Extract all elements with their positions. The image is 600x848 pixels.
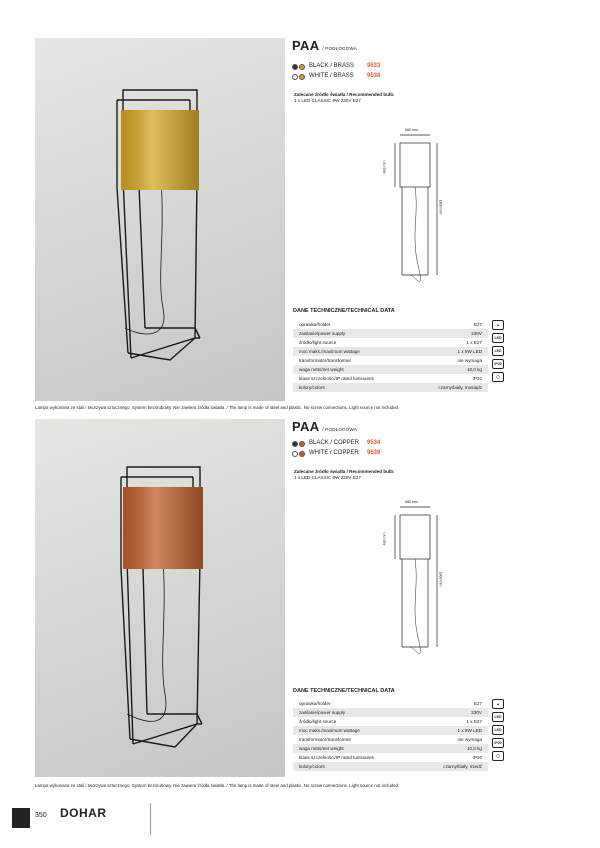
feature-icons [492, 320, 506, 385]
table-row: źródło/light source 1 x E27 [299, 719, 482, 724]
dimension-width: 680 mm [405, 128, 418, 132]
table-row: transformator/transformer nie wymaga [299, 358, 482, 363]
led-icon: LED [492, 333, 504, 343]
page-number: 350 [35, 812, 47, 819]
technical-data-title: DANE TECHNICZNE/TECHNICAL DATA [293, 308, 395, 314]
product-photo [35, 38, 285, 401]
dimension-shade: 483 mm [382, 160, 387, 174]
table-row: oprawka/holder E27 [299, 701, 482, 706]
product-note: Lampa wykonana ze stali i tworzywa sztucznego. System bezśrubowy. Nie zawiera źródła światła. / The lamp is made of steel and plastic. No screw connections. Light source not included. [35, 405, 400, 410]
arrow-up-icon: ▲ [492, 699, 504, 709]
lamp-illustration [35, 38, 285, 401]
color-swatch [299, 64, 305, 70]
technical-data-table [293, 699, 488, 771]
led-icon: LED [492, 725, 504, 735]
led-icon: LED [492, 346, 504, 356]
footer-block [12, 808, 30, 828]
product-photo [35, 419, 285, 777]
product-note: Lampa wykonana ze stali i tworzywa sztucznego. System bezśrubowy. Nie zawiera źródła światła. / The lamp is made of steel and plastic. No screw connections. Light source not included. [35, 783, 400, 788]
brand-logo: DOHAR [60, 806, 107, 820]
led-icon: LED [492, 712, 504, 722]
table-row: źródło/light source 1 x E27 [299, 340, 482, 345]
technical-data-title: DANE TECHNICZNE/TECHNICAL DATA [293, 688, 395, 694]
table-row: klasa szczelności/IP rated luminaires IP20 [299, 755, 482, 760]
dimension-drawing [382, 125, 465, 285]
color-swatch [299, 441, 305, 447]
table-row: moc maks./maximum wattage 1 x 9W LED [293, 347, 488, 356]
table-row: moc maks./maximum wattage 1 x 9W LED [293, 726, 488, 735]
color-swatch [299, 74, 305, 80]
recommended-bulb: Zalecane źródło światła / Recommended bulb: 1 x LED CLASSIC 9W 230V E27 [294, 469, 395, 480]
color-swatch [292, 74, 298, 80]
divider [150, 803, 151, 835]
class-icon: ▢ [492, 372, 504, 382]
feature-icons [492, 699, 506, 764]
table-row: zasilanie/power supply 230V [293, 708, 488, 717]
variant-row: WHITE / BRASS 9538 [292, 72, 380, 81]
color-swatch [292, 64, 298, 70]
color-swatch [299, 451, 305, 457]
lamp-illustration [35, 419, 285, 777]
ip20-icon: IP20 [492, 738, 504, 748]
class-icon: ▢ [492, 751, 504, 761]
dimension-shade: 483 mm [382, 532, 387, 546]
table-row: klasa szczelności/IP rated luminaires IP20 [299, 376, 482, 381]
technical-data-table [293, 320, 488, 392]
recommended-bulb: Zalecane źródło światła / Recommended bulb: 1 x LED CLASSIC 9W 230V E27 [294, 92, 395, 103]
product-title: PAA / PODŁOGOWA [292, 419, 357, 434]
color-swatch [292, 451, 298, 457]
table-row: waga netto/net weight 10,0 kg [293, 744, 488, 753]
dimension-height: 1800 mm [438, 571, 443, 587]
table-row: transformator/transformer nie wymaga [299, 737, 482, 742]
dimension-drawing [382, 497, 465, 657]
dimension-height: 1800 mm [438, 199, 443, 215]
variant-row: BLACK / BRASS 9533 [292, 62, 380, 71]
table-row: waga netto/net weight 10,0 kg [293, 365, 488, 374]
table-row: oprawka/holder E27 [299, 322, 482, 327]
color-swatch [292, 441, 298, 447]
table-row: kolory/colors czarny/biały, mosiądz [293, 383, 488, 392]
table-row: zasilanie/power supply 230V [293, 329, 488, 338]
arrow-up-icon: ▲ [492, 320, 504, 330]
variant-row: WHITE / COPPER 9539 [292, 449, 380, 458]
variant-row: BLACK / COPPER 9534 [292, 439, 380, 448]
product-title: PAA / PODŁOGOWA [292, 38, 357, 53]
ip20-icon: IP20 [492, 359, 504, 369]
dimension-width: 680 mm [405, 500, 418, 504]
table-row: kolory/colors czarny/biały, miedź [293, 762, 488, 771]
